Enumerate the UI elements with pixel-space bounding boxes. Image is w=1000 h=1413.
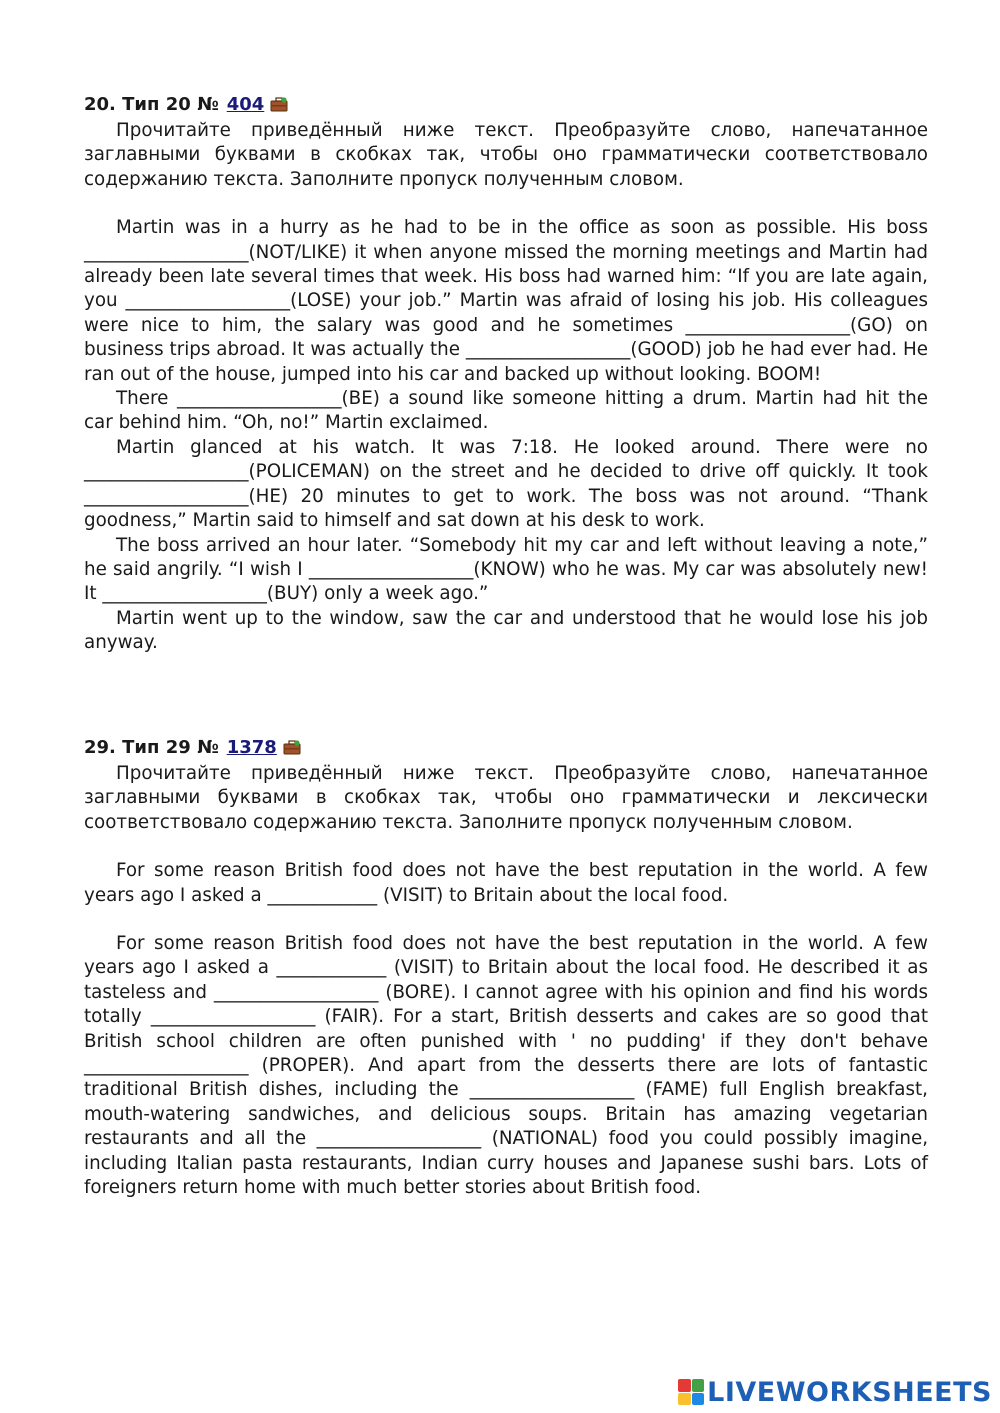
task-header (84, 736, 928, 760)
task-29 (84, 736, 928, 1201)
worksheet-page (84, 93, 928, 1199)
logo-cube-icon (678, 1379, 704, 1405)
text-paragraph: There __________________(BE) a sound like someone hitting a drum. Martin had hit the car behind him. “Oh, no!” Martin exclaimed. (84, 388, 928, 434)
task-number-link[interactable]: 1378 (226, 737, 277, 758)
logo-text: LIVEWORKSHEETS (707, 1376, 992, 1408)
liveworksheets-logo (678, 1375, 992, 1409)
text-paragraph: For some reason British food does not have the best reputation in the world. A few years ago I asked a ____________ (VISIT) to Britain about the local food. He described it as tasteless and __________________ (BORE). I cannot agree with his opinion and find his words totally __________________ (FAIR). For a start, British desserts and cakes are so good that British school children are often punished with ' no pudding' if they don't behave __________________ (PROPER). And apart from the desserts there are lots of fantastic traditional British dishes, including the __________________ (FAME) full English breakfast, mouth-watering sandwiches, and delicious soups. Britain has amazing vegetarian restaurants and all the __________________ (NATIONAL) food you could possibly imagine, including Italian pasta restaurants, Indian curry houses and Japanese sushi bars. Lots of foreigners return home with much better stories about British food. (84, 933, 928, 1199)
task-title: 29. Тип 29 № (84, 737, 219, 758)
text-paragraph: Martin went up to the window, saw the car and understood that he would lose his job anyway. (84, 607, 928, 654)
text-paragraph: Martin was in a hurry as he had to be in the office as soon as possible. His boss __________________(NOT/LIKE) it when anyone missed the morning meetings and Martin had already been late several times that week. His boss had warned him: “If you are late again, you __________________(LOSE) your job.” Martin was afraid of losing his job. His colleagues were nice to him, the salary was good and he sometimes __________________(GO) on business trips abroad. It was actually the __________________(GOOD) job he had ever had. He ran out of the house, jumped into his car and backed up without looking. BOOM! (84, 217, 928, 385)
text-paragraph: Martin glanced at his watch. It was 7:18. He looked around. There were no __________________(POLICEMAN) on the street and he decided to drive off quickly. It took __________________(HE) 20 minutes to get to work. The boss was not around. “Thank goodness,” Martin said to himself and sat down at his desk to work. (84, 436, 928, 532)
task-title: 20. Тип 20 № (84, 94, 219, 115)
task-number-link[interactable]: 404 (226, 94, 265, 115)
briefcase-icon[interactable] (270, 95, 288, 110)
task-instruction: Прочитайте приведённый ниже текст. Преобразуйте слово, напечатанное заглавными буквами в скобках так, чтобы оно грамматически соответствовало содержанию текста. Заполните пропуск полученным словом. (84, 120, 928, 190)
text-paragraph: The boss arrived an hour later. “Somebody hit my car and left without leaving a note,” he said angrily. “I wish I __________________(KNOW) who he was. My car was absolutely new! It __________________(BUY) only a week ago.” (84, 534, 928, 605)
task-header (84, 93, 928, 117)
task-20 (84, 93, 928, 656)
text-excerpt: For some reason British food does not have the best reputation in the world. A few years ago I asked a ____________ (VISIT) to Britain about the local food. (84, 860, 928, 906)
task-instruction: Прочитайте приведённый ниже текст. Преобразуйте слово, напечатанное заглавными буквами в скобках так, чтобы оно грамматически и лексически соответствовало содержанию текста. Заполните пропуск полученным словом. (84, 763, 928, 833)
briefcase-icon[interactable] (283, 738, 301, 753)
